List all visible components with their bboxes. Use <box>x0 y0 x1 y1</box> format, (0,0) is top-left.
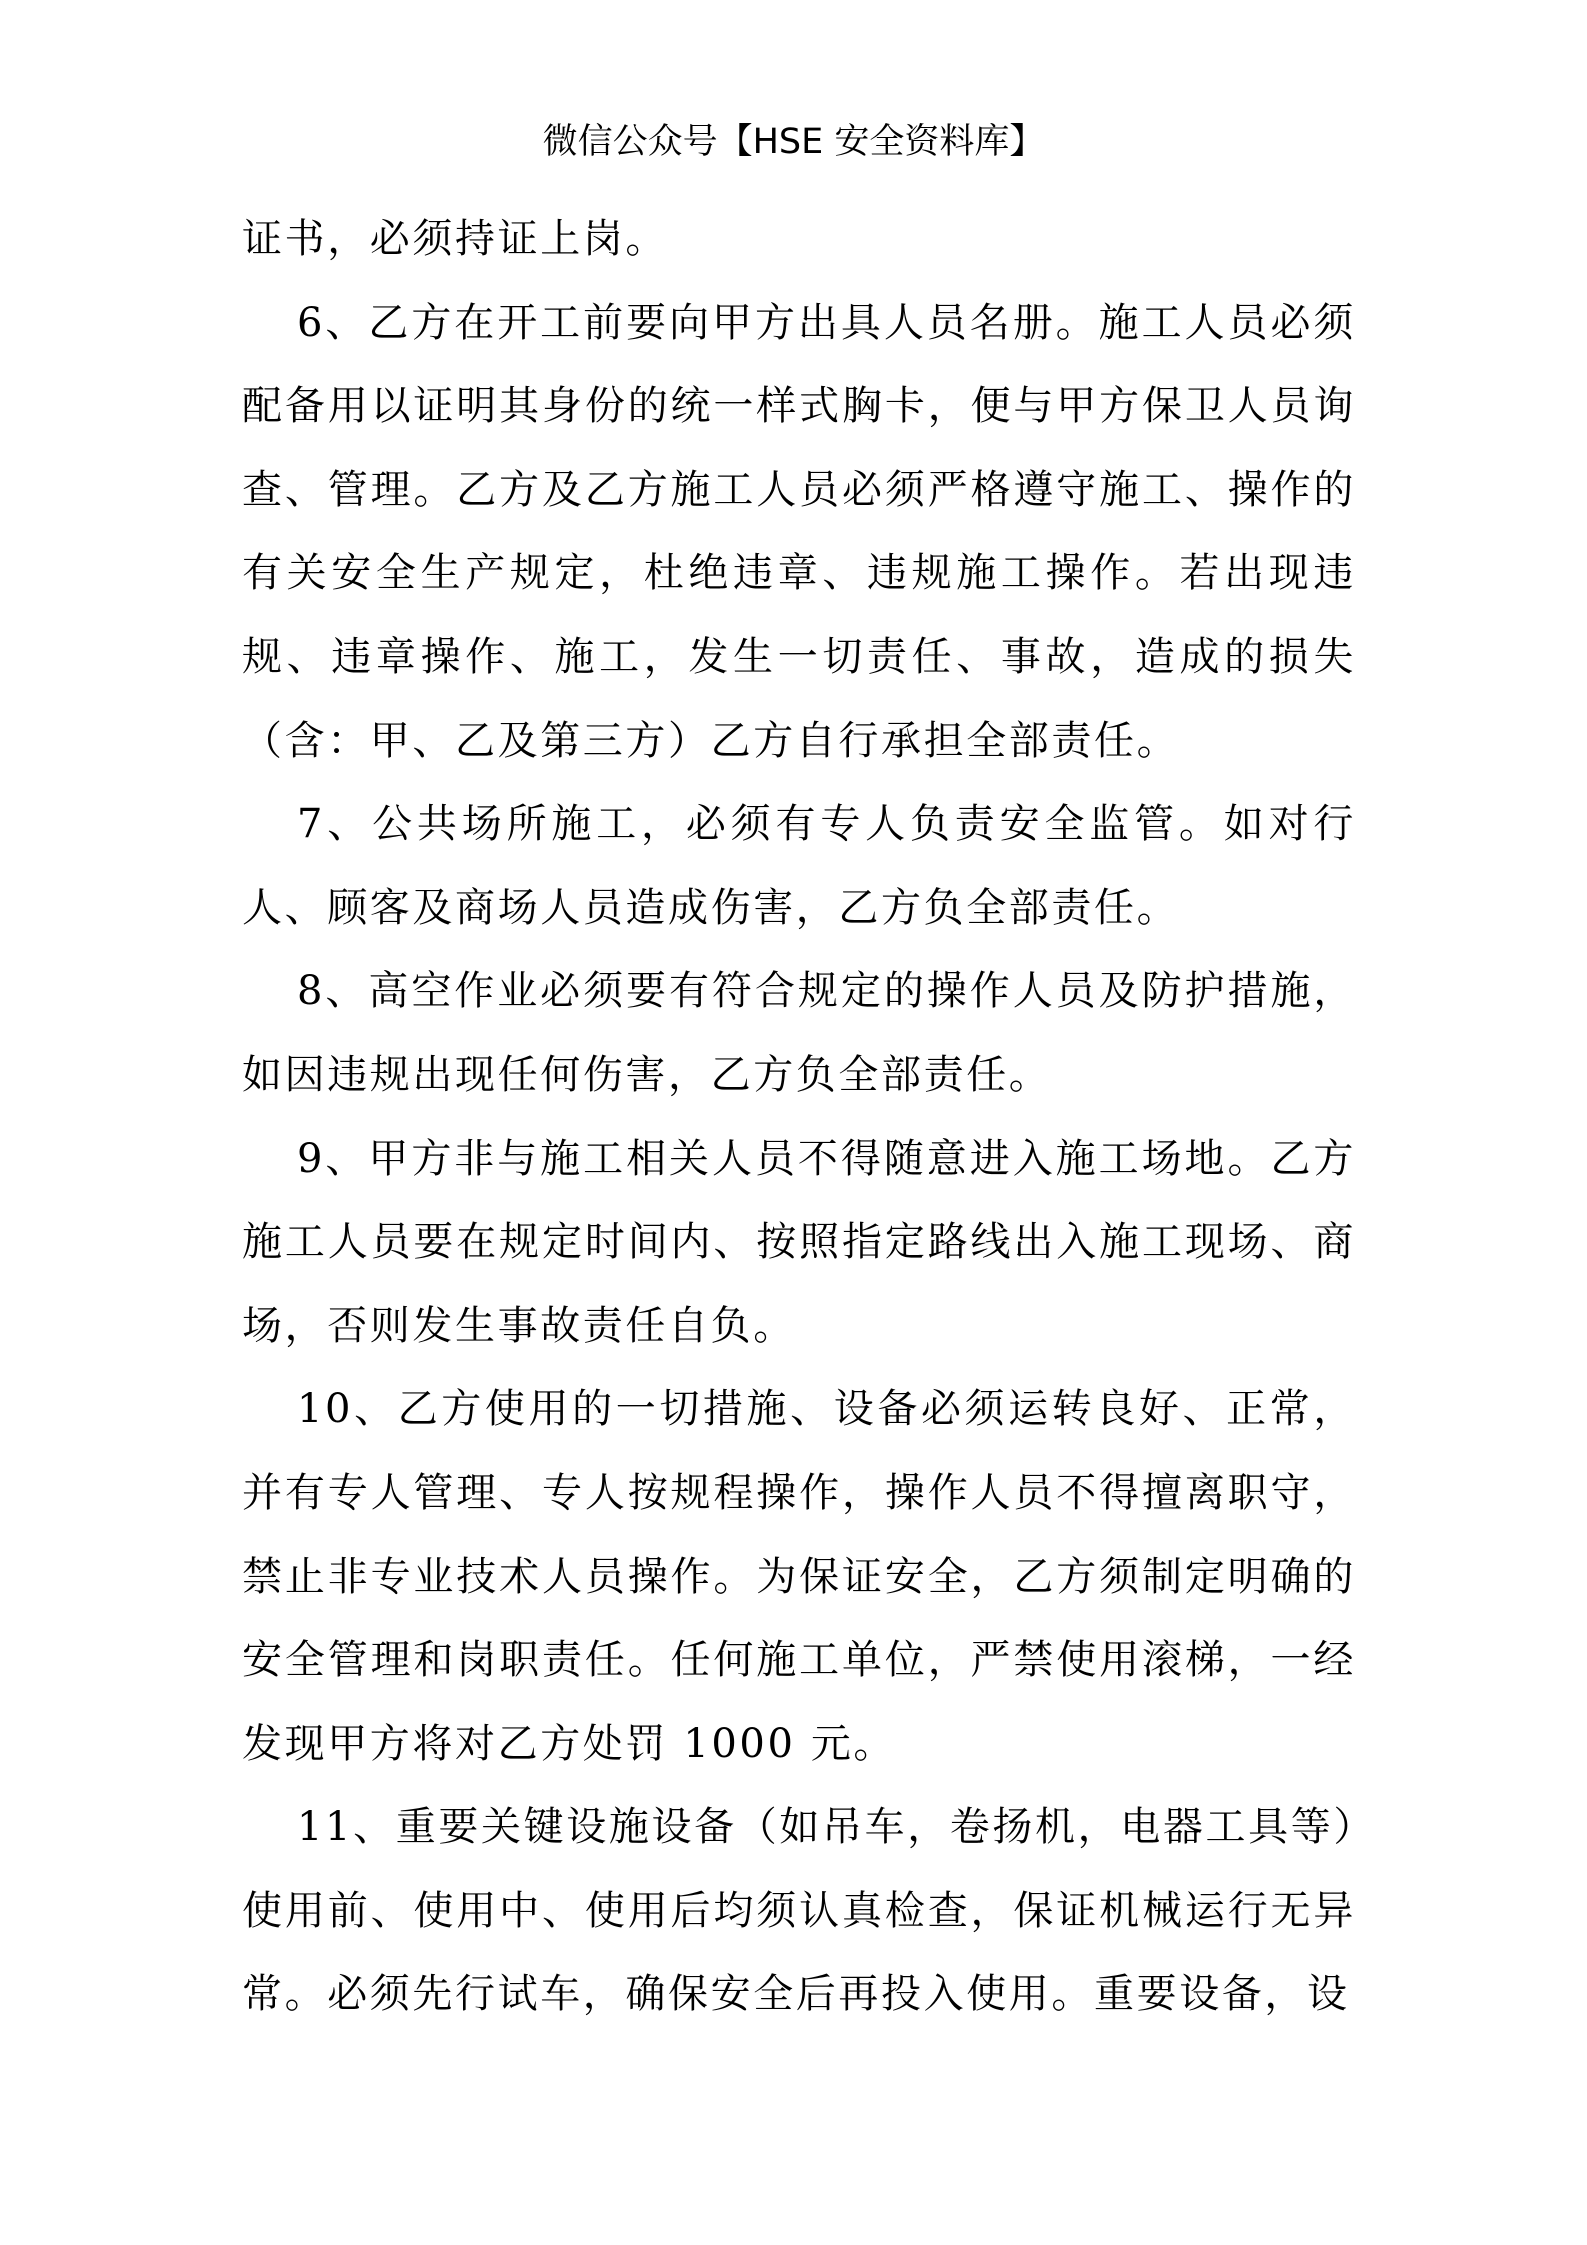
clause-8: 8、高空作业必须要有符合规定的操作人员及防护措施，如因违规出现任何伤害，乙方负全部责任。 <box>242 968 1356 1098</box>
clause-9: 9、甲方非与施工相关人员不得随意进入施工场地。乙方施工人员要在规定时间内、按照指定路线出入施工现场、商场，否则发生事故责任自负。 <box>242 1135 1356 1349</box>
clause-6: 6、乙方在开工前要向甲方出具人员名册。施工人员必须配备用以证明其身份的统一样式胸卡，便与甲方保卫人员询查、管理。乙方及乙方施工人员必须严格遵守施工、操作的有关安全生产规定，杜绝违章、违规施工操作。若出现违规、违章操作、施工，发生一切责任、事故，造成的损失（含：甲、乙及第三方）乙方自行承担全部责任。 <box>242 299 1356 764</box>
clause-11: 11、重要关键设施设备（如吊车，卷扬机，电器工具等）使用前、使用中、使用后均须认真检查，保证机械运行无异常。必须先行试车，确保安全后再投入使用。重要设备，设 <box>242 1804 1356 2018</box>
paragraph-continuation: 证书，必须持证上岗。 <box>242 216 668 262</box>
page-header: 微信公众号【HSE 安全资料库】 <box>542 122 1045 162</box>
document-body <box>242 198 1356 2037</box>
clause-7: 7、公共场所施工，必须有专人负责安全监管。如对行人、顾客及商场人员造成伤害，乙方负全部责任。 <box>242 801 1356 931</box>
clause-10: 10、乙方使用的一切措施、设备必须运转良好、正常，并有专人管理、专人按规程操作，操作人员不得擅离职守，禁止非专业技术人员操作。为保证安全，乙方须制定明确的安全管理和岗职责任。任何施工单位，严禁使用滚梯，一经发现甲方将对乙方处罚 1000 元。 <box>242 1386 1356 1767</box>
